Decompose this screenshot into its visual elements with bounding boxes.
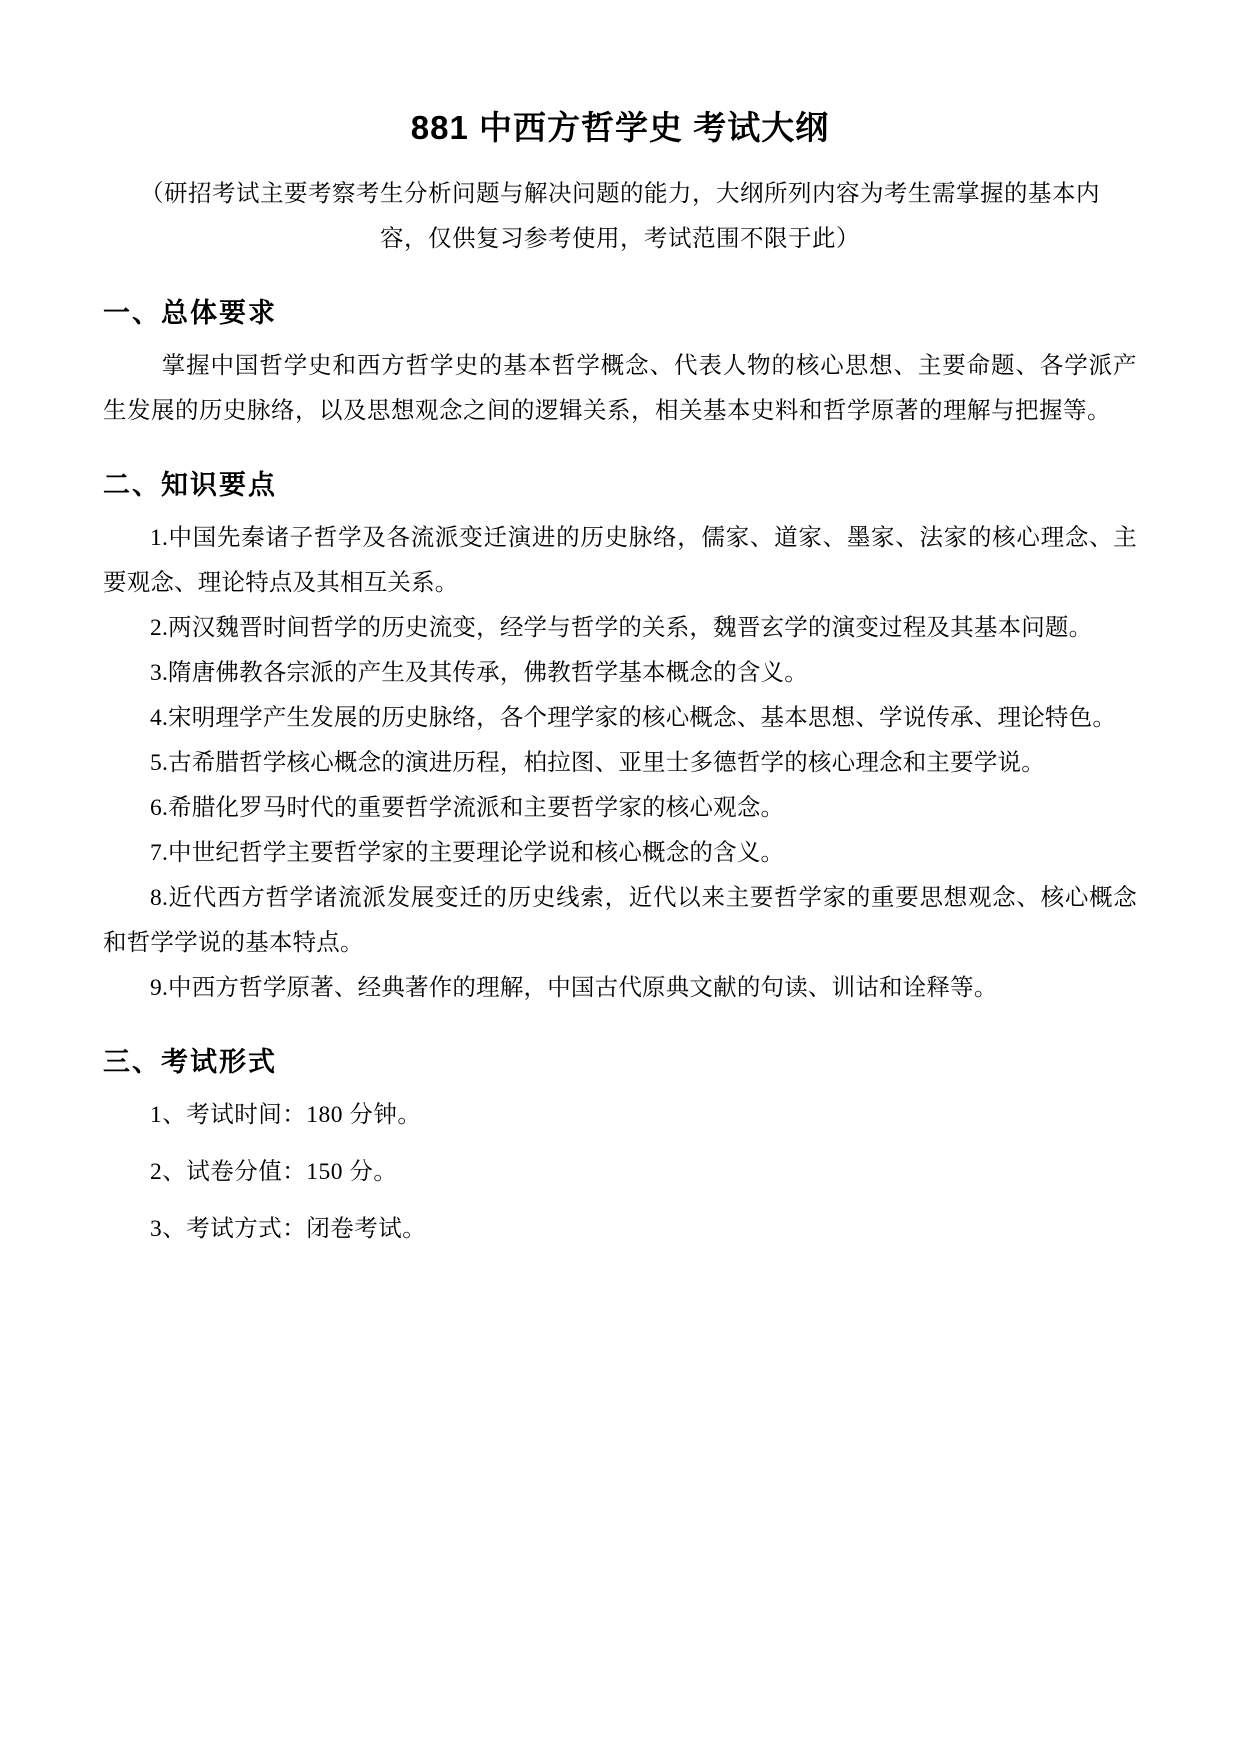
exam-format-item: 1、考试时间：180 分钟。 [150,1102,422,1128]
note-line: 容，仅供复习参考使用，考试范围不限于此） [380,226,860,252]
knowledge-point-item: 1.中国先秦诸子哲学及各流派变迁演进的历史脉络，儒家、道家、墨家、法家的核心理念、主要观念、理论特点及其相互关系。 [103,525,1137,596]
knowledge-point-item: 6.希腊化罗马时代的重要哲学流派和主要哲学家的核心观念。 [150,795,785,821]
knowledge-point-item: 7.中世纪哲学主要哲学家的主要理论学说和核心概念的含义。 [150,840,785,866]
document-title: 881 中西方哲学史 考试大纲 [410,109,830,146]
knowledge-point-item: 4.宋明理学产生发展的历史脉络，各个理学家的核心概念、基本思想、学说传承、理论特色。 [150,705,1117,731]
exam-format-item: 2、试卷分值：150 分。 [150,1159,398,1185]
section-heading-general-requirements: 一、总体要求 [103,298,277,328]
exam-format-item: 3、考试方式：闭卷考试。 [150,1216,427,1242]
knowledge-point-item: 9.中西方哲学原著、经典著作的理解，中国古代原典文献的句读、训诂和诠释等。 [150,975,998,1001]
section-exam-format [103,1045,1137,1252]
note-line: （研招考试主要考察考生分析问题与解决问题的能力，大纲所列内容为考生需掌握的基本内 [140,181,1100,207]
document-note [103,172,1137,262]
section-general-requirements [103,296,1137,434]
general-requirements-paragraph: 掌握中国哲学史和西方哲学史的基本哲学概念、代表人物的核心思想、主要命题、各学派产生发展的历史脉络，以及思想观念之间的逻辑关系，相关基本史料和哲学原著的理解与把握等。 [103,353,1137,424]
knowledge-point-item: 2.两汉魏晋时间哲学的历史流变，经学与哲学的关系，魏晋玄学的演变过程及其基本问题。 [150,615,1093,641]
knowledge-point-item: 3.隋唐佛教各宗派的产生及其传承，佛教哲学基本概念的含义。 [150,660,808,686]
section-knowledge-points [103,468,1137,1011]
knowledge-point-item: 8.近代西方哲学诸流派发展变迁的历史线索，近代以来主要哲学家的重要思想观念、核心概念和哲学学说的基本特点。 [103,885,1137,956]
knowledge-point-item: 5.古希腊哲学核心概念的演进历程，柏拉图、亚里士多德哲学的核心理念和主要学说。 [150,750,1045,776]
section-heading-exam-format: 三、考试形式 [103,1047,277,1077]
section-heading-knowledge-points: 二、知识要点 [103,470,277,500]
